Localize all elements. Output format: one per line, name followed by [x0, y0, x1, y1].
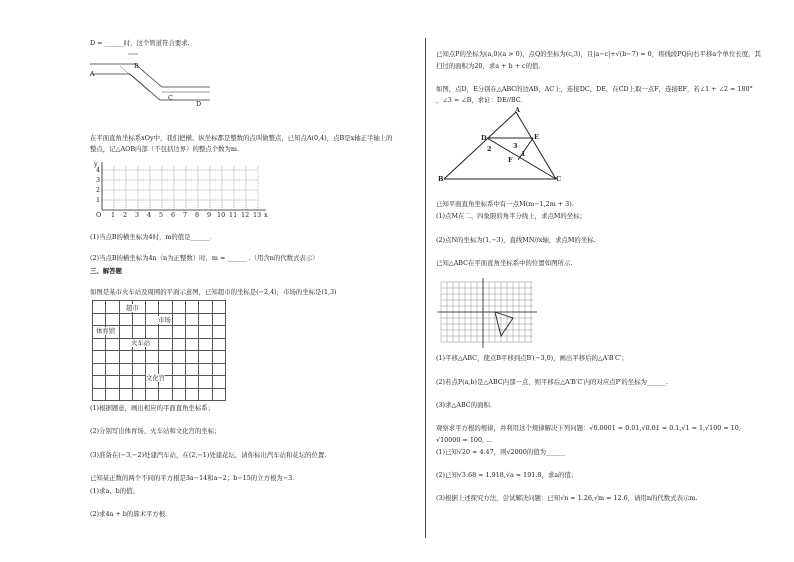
grid-x-tick-10: 10 — [217, 211, 226, 219]
grid-x-axis-label: x — [264, 211, 268, 219]
obs-q1: (1)已知√20 ≈ 4.47，则√2000的值为______ — [436, 448, 566, 456]
q-pq2: 扫过的面积为20，求a + b + c的值. — [436, 62, 541, 70]
fig1-label-d: D — [196, 100, 202, 108]
q-d-line: D = ______时，这个管道符合要求. — [90, 39, 190, 47]
grid-y-axis-label: y — [94, 160, 98, 168]
tri-label-3: 3 — [513, 142, 518, 150]
q-obs2: √10000 = 100, ... — [436, 436, 493, 444]
tri-label-2: 2 — [487, 145, 492, 153]
q-pq: 已知点P的坐标为(a,0)(a > 0)，点Q的坐标为(c,3)，且|a−c|+√(b−7) = 0，将线段PQ向右平移a个单位长度，其 — [436, 50, 761, 58]
grid-y-tick-2: 2 — [96, 186, 101, 194]
grid-x-tick-12: 12 — [241, 211, 250, 219]
grid-y-tick-1: 1 — [96, 196, 101, 204]
grid-y-tick-4: 4 — [96, 166, 101, 174]
section-title: 三、解答题 — [90, 267, 122, 275]
tri-label-c: C — [556, 175, 562, 183]
q-sqrt-intro: 已知某正数的两个不同的平方根是3a−14和a−2；b−15的立方根为−3. — [90, 474, 295, 482]
fig1-label-c: C — [168, 94, 173, 102]
m-q1: (1)点M在二、四象限的角平分线上，求点M的坐标； — [436, 212, 586, 220]
abc-q1: (1)平移△ABC，使点B平移到点B′(−3,0)，画出平移后的△A′B′C′； — [436, 354, 628, 362]
grid-x-tick-9: 9 — [207, 211, 212, 219]
grid-x-tick-8: 8 — [195, 211, 200, 219]
abc-coordinate-grid — [437, 278, 537, 350]
grid-x-tick-13: 13 — [253, 211, 262, 219]
grid-x-tick-7: 7 — [183, 211, 188, 219]
map-label-supermarket: 超市 — [126, 304, 139, 312]
tri-label-a: A — [515, 106, 520, 114]
fig1-label-a: A — [90, 70, 95, 78]
map-label-gym: 体育馆 — [96, 327, 116, 335]
tri-label-f: F — [508, 156, 513, 164]
map-label-market: 市场 — [158, 316, 171, 324]
column-divider — [425, 38, 426, 538]
q-obs: 观察求平方根的规律，并利用这个规律解决下列问题：√0.0001 = 0.01,√0.01 = 0.1,√1 = 1,√100 = 10, — [436, 424, 741, 432]
abc-q3: (3)求△ABC的面积. — [436, 401, 492, 409]
q-int-points-intro2: 整点，记△AOB内部（不包括边界）的整点个数为m. — [90, 145, 239, 153]
m-q2: (2)点N的坐标为(1,−3)，直线MN//x轴，求点M的坐标. — [436, 236, 596, 244]
q-abc: 已知△ABC在平面直角坐标系中的位置如图所示. — [436, 259, 573, 267]
tri-label-e: E — [534, 133, 539, 141]
int-points-q2: (2)当点B的横坐标为4n（n为正整数）时，m = ______ .（用含n的代数式表示） — [90, 254, 319, 262]
int-points-q1: (1)当点B的横坐标为4时，m的值是______. — [90, 233, 212, 241]
grid-origin-label: O — [96, 211, 102, 219]
q-tri2: ，∠3 = ∠B，求证：DE//BC. — [436, 96, 523, 104]
abc-q2: (2)若点P(a,b)是△ABC内部一点，则平移后△A′B′C′内的对应点P′的坐标为______. — [436, 378, 669, 386]
q-int-points-intro: 在平面直角坐标系xOy中，我们把横、纵坐标都是整数的点叫做整点，已知点A(0,4)，点B是x轴正半轴上的 — [90, 134, 393, 142]
map-q2: (2)分别写出体育场、火车站和文化宫的坐标； — [90, 427, 221, 435]
map-q1: (1)根据题意，画出相应的平面直角坐标系； — [90, 404, 215, 412]
grid-x-tick-6: 6 — [171, 211, 176, 219]
q-tri: 如图，点D，E分别在△ABC的边AB，AC上，连接DC，DE，在CD上取一点F，连接EF，若∠1 + ∠2 = 180° — [436, 85, 753, 93]
grid-x-tick-2: 2 — [123, 211, 128, 219]
grid-x-tick-11: 11 — [229, 211, 238, 219]
fig1-label-b: B — [134, 62, 139, 70]
triangle-figure — [440, 110, 570, 186]
tri-label-d: D — [481, 134, 487, 142]
q-m: 已知平面直角坐标系中有一点M(m−1,2m + 3). — [436, 200, 574, 208]
grid-x-tick-5: 5 — [159, 211, 164, 219]
map-q3: (3)准备在(−3,−2)处建汽车站，在(2,−1)处建花坛，请你标出汽车站和花坛的位置. — [90, 451, 327, 459]
sqrt-q1: (1)求a、b的值； — [90, 487, 139, 495]
tri-label-b: B — [438, 175, 444, 183]
obs-q3: (3)根据上述探究方法，尝试解决问题：已知√n ≈ 1.26,√m ≈ 12.6，请用n的代数式表示m. — [436, 494, 698, 502]
grid-x-tick-4: 4 — [147, 211, 152, 219]
grid-x-tick-1: 1 — [111, 211, 116, 219]
obs-q2: (2)已知√3.68 ≈ 1.918,√a ≈ 191.8，求a的值； — [436, 471, 578, 479]
tri-label-1: 1 — [521, 150, 526, 158]
grid-x-tick-3: 3 — [135, 211, 140, 219]
sqrt-q2: (2)求4a + b的算术平方根. — [90, 510, 168, 518]
q-map-intro: 如图是某市火车站及周围的平面示意图，已知超市的坐标是(−2,4)，市场的坐标是(1,3) — [90, 288, 337, 296]
grid-y-tick-3: 3 — [96, 176, 101, 184]
map-label-station: 火车站 — [131, 339, 151, 347]
map-label-culture: 文化宫 — [146, 374, 166, 382]
